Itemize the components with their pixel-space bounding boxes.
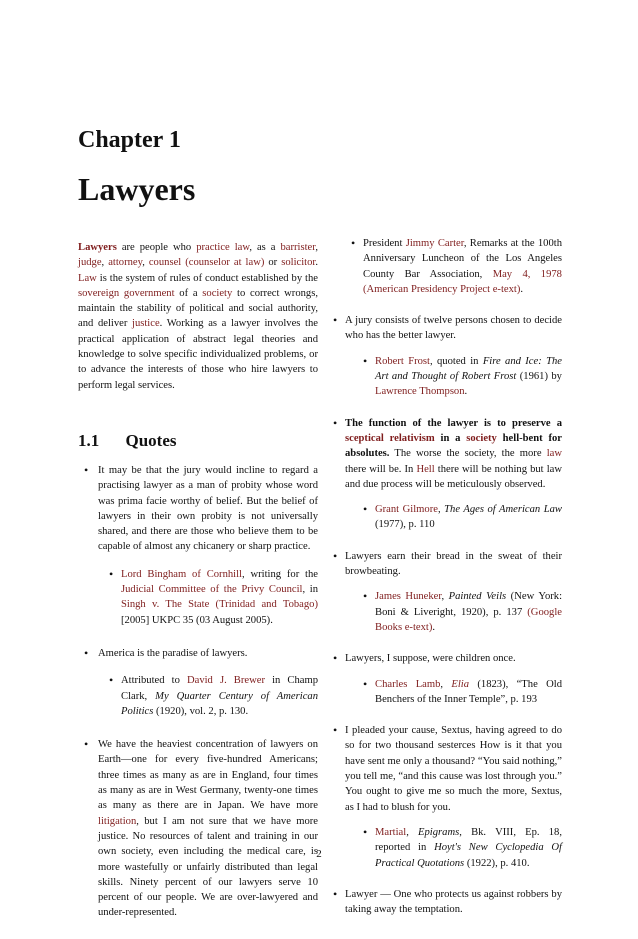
- quote-source: [345, 354, 562, 400]
- text-run: to correct wrongs, maintain the stability of political and social authority, and deliver: [78, 287, 318, 330]
- section-title: Quotes: [125, 430, 177, 450]
- quote-source: [98, 567, 318, 628]
- text-run: A jury consists of twelve persons chosen to decide who has the better lawyer.: [345, 315, 562, 342]
- quote-text: [345, 313, 562, 344]
- text-run: I pleaded your cause, Sextus, having agreed to do so for two thousand sesterces How is it that you have sent me only a thousand? “You said nothing,” you tell me, “and this cause was lost through you.” You ought to give me so much the more, Sextus, as I had to blush for you.: [345, 725, 562, 813]
- quote-item: [78, 737, 318, 921]
- link[interactable]: May 4, 1978: [492, 268, 562, 280]
- text-run: hell-bent for absolutes.: [345, 432, 562, 460]
- text-run: , as a: [249, 242, 281, 253]
- text-run: . Working as a lawyer involves the practical application of abstract legal theories and knowledge to solve specific individualized problems, or to advance the interests of those who hire lawyers to perform legal services.: [78, 318, 318, 391]
- quote-text: [345, 651, 562, 666]
- text-run: Fire and Ice: The Art and Thought of Robert Frost: [375, 355, 562, 383]
- chapter-label: Chapter 1: [78, 127, 181, 153]
- quote-text: [98, 463, 318, 555]
- text-run: The function of the lawyer is to preserve a: [345, 417, 562, 429]
- link[interactable]: society: [202, 287, 233, 299]
- text-run: .: [432, 621, 436, 633]
- link[interactable]: Lord Bingham of Cornhill: [121, 568, 243, 580]
- quote-text: [345, 549, 562, 580]
- quote-text: [345, 723, 562, 815]
- link[interactable]: James Huneker: [375, 591, 442, 603]
- text-run: in Champ Clark,: [121, 675, 318, 702]
- text-run: Epigrams: [418, 826, 460, 838]
- link[interactable]: justice: [132, 318, 160, 330]
- text-run: My Quarter Century of American Politics: [121, 690, 318, 717]
- link[interactable]: Elia: [451, 678, 470, 690]
- link[interactable]: (Google Books e-text): [375, 606, 562, 633]
- intro-paragraph: [78, 240, 318, 393]
- text-run: .: [464, 386, 468, 398]
- text-run: is the system of rules of conduct established by the: [96, 272, 318, 284]
- link[interactable]: society: [466, 432, 497, 444]
- link[interactable]: Grant Gilmore: [375, 504, 438, 516]
- quote-item: [333, 887, 562, 918]
- link[interactable]: Judicial Committee of the Privy Council: [121, 584, 303, 596]
- text-run: The Ages of American Law: [444, 504, 562, 516]
- link[interactable]: barrister: [280, 242, 316, 253]
- text-run: ,: [406, 826, 419, 838]
- section-number: 1.1: [78, 430, 100, 450]
- text-run: there will be. In: [345, 463, 417, 475]
- chapter-title: Lawyers: [78, 171, 196, 207]
- text-run: , writing for the: [242, 568, 318, 580]
- text-run: President: [363, 238, 406, 249]
- quote-text: [345, 887, 562, 918]
- link[interactable]: practice law: [196, 242, 250, 253]
- section-heading: [78, 431, 318, 451]
- text-run: (1922), p. 410.: [464, 857, 530, 869]
- link[interactable]: Jimmy Carter: [405, 238, 464, 249]
- quote-list-right: [333, 236, 562, 917]
- link[interactable]: law: [546, 448, 562, 460]
- link[interactable]: attorney: [108, 257, 143, 269]
- link[interactable]: judge: [78, 257, 102, 269]
- quote-continuation: [333, 236, 562, 297]
- text-run: in a: [434, 432, 467, 444]
- text-run: ,: [315, 242, 318, 253]
- text-run: or: [264, 257, 282, 269]
- quote-item: [333, 313, 562, 399]
- quote-item: [78, 463, 318, 628]
- text-run: Painted Veils: [448, 591, 507, 603]
- text-run: .: [315, 257, 318, 269]
- text-run: Hoyt's New Cyclopedia Of Practical Quotations: [375, 842, 562, 869]
- text-run: Lawyers earn their bread in the sweat of their browbeating.: [345, 550, 562, 578]
- left-column: [78, 240, 318, 939]
- text-run: ,: [441, 591, 449, 603]
- text-run: , in: [302, 584, 318, 596]
- text-run: (New York: Boni & Liveright, 1920), p. 137: [375, 591, 563, 618]
- link[interactable]: sceptical relativism: [345, 432, 435, 444]
- link[interactable]: Martial: [375, 826, 407, 838]
- link[interactable]: (American Presidency Project e-text): [363, 283, 521, 295]
- text-run: are people who: [116, 242, 197, 253]
- quote-item: [333, 549, 562, 635]
- link[interactable]: sovereign government: [78, 287, 175, 299]
- quote-text: [98, 737, 318, 921]
- text-run: (1977), p. 110: [375, 519, 435, 531]
- link[interactable]: solicitor: [281, 257, 316, 269]
- link[interactable]: counsel (counselor at law): [148, 257, 265, 269]
- text-run: , Remarks at the 100th Anniversary Luncheon of the Los Angeles County Bar Association,: [363, 238, 562, 280]
- quote-item: [333, 651, 562, 707]
- quote-source: [345, 589, 562, 635]
- text-run: ,: [142, 257, 149, 269]
- link[interactable]: litigation: [98, 815, 137, 827]
- text-run: America is the paradise of lawyers.: [98, 647, 248, 659]
- text-run: there will be nothing but law and due process will be meticulously observed.: [345, 463, 563, 490]
- text-run: Lawyer — One who protects us against robbers by taking away the temptation.: [345, 888, 562, 916]
- text-run: Lawyers, I suppose, were children once.: [345, 653, 516, 665]
- link[interactable]: Robert Frost: [375, 355, 430, 367]
- quote-text: [345, 416, 562, 492]
- text-run: ,: [440, 678, 452, 690]
- quote-source: [345, 677, 562, 708]
- link[interactable]: David J. Brewer: [186, 675, 265, 687]
- quote-item: [333, 416, 562, 533]
- quote-source: [345, 502, 562, 533]
- link[interactable]: Singh v. The State (Trinidad and Tobago): [121, 599, 318, 611]
- quote-item: [78, 646, 318, 719]
- quote-source: [98, 673, 318, 719]
- link[interactable]: Law: [78, 272, 97, 284]
- link[interactable]: Lawrence Thompson: [375, 386, 465, 398]
- text-run: .: [520, 283, 524, 295]
- text-run: of a: [174, 287, 203, 299]
- link[interactable]: Charles Lamb: [375, 678, 441, 690]
- text-run: We have the heaviest concentration of lawyers on Earth—one for every five-hundred Americans; three times as many as are in England, four times as many as are in West Germany, twenty-one times as many as there are in Japan. We have more: [98, 739, 318, 812]
- right-column: [333, 236, 562, 933]
- text-run: ,: [437, 504, 445, 516]
- page-number: 2: [316, 848, 322, 860]
- text-run: , but I am not sure that we have more justice. No resources of talent and training in our own society, even including the medical care, is more wastefully or unfairly distributed than legal skills. Ninety percent of our lawyers serve 10 percent of our people. We are over-lawyered and under-represented.: [98, 815, 318, 919]
- quote-source: [333, 236, 562, 297]
- text-run: Attributed to: [121, 675, 187, 687]
- link[interactable]: Lawyers: [78, 242, 117, 253]
- text-run: , quoted in: [429, 355, 483, 367]
- quote-text: [98, 646, 318, 661]
- text-run: [2005] UKPC 35 (03 August 2005).: [121, 614, 273, 626]
- text-run: ,: [101, 257, 109, 269]
- text-run: It may be that the jury would incline to regard a practising lawyer as a man of probity whose word was prima facie worthy of belief. But the belief of lawyers in their own probity is not universally shared, and there are those who believe them to be capable of almost any chicanery or sharp practice.: [98, 464, 318, 553]
- text-run: (1961) by: [516, 371, 562, 383]
- text-run: The worse the society, the more: [389, 448, 547, 460]
- link[interactable]: Hell: [416, 463, 435, 475]
- text-run: (1823), “The Old Benchers of the Inner Temple”, p. 193: [375, 678, 562, 705]
- text-run: , Bk. VIII, Ep. 18, reported in: [375, 826, 562, 854]
- text-run: (1920), vol. 2, p. 130.: [153, 705, 249, 717]
